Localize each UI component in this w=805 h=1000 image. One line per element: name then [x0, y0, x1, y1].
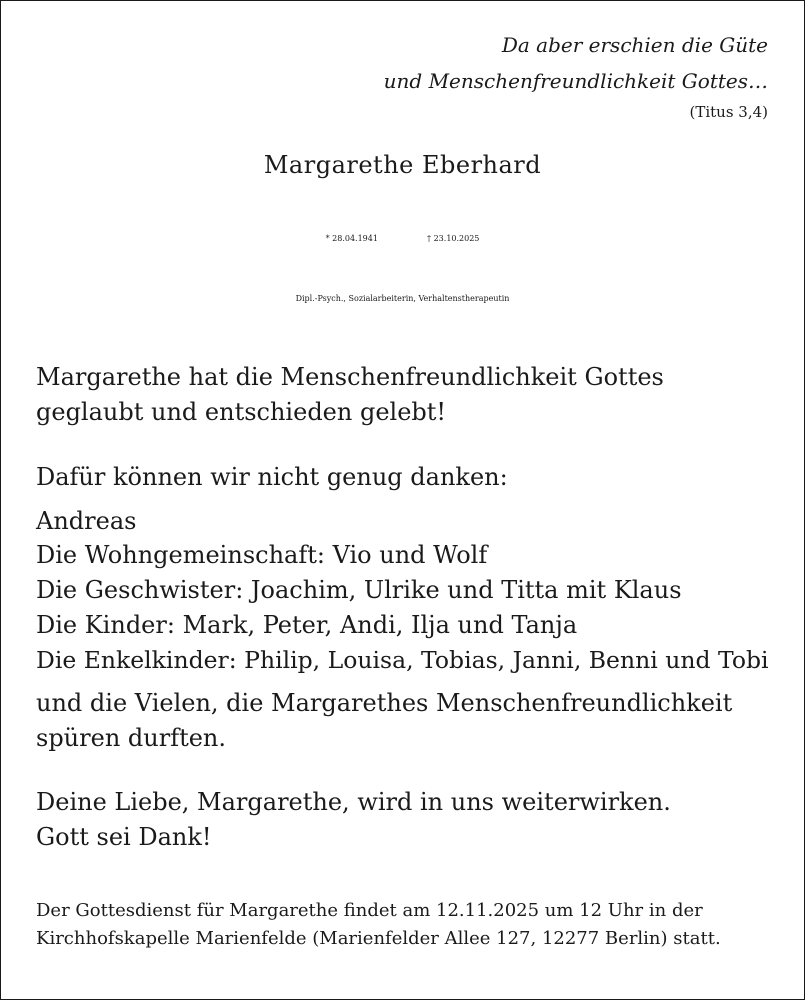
death-date: † 23.10.2025	[427, 234, 480, 243]
deceased-name: Margarethe Eberhard	[263, 151, 542, 179]
others-line: spüren durften.	[36, 724, 227, 752]
profession: Dipl.-Psych., Sozialarbeiterin, Verhaltenstherapeutin	[295, 294, 510, 303]
mourner-line: Andreas	[36, 507, 137, 535]
mourner-line: Die Geschwister: Joachim, Ulrike und Titta mit Klaus	[36, 576, 682, 604]
closing-line: Deine Liebe, Margarethe, wird in uns weiterwirken.	[36, 788, 671, 816]
bible-quote-line-2: und Menschenfreundlichkeit Gottes…	[383, 69, 768, 93]
service-info-line: Kirchhofskapelle Marienfelde (Marienfelder Allee 127, 12277 Berlin) statt.	[36, 928, 721, 949]
closing-line: Gott sei Dank!	[36, 823, 212, 851]
bible-quote-line-1: Da aber erschien die Güte	[501, 33, 768, 57]
others-line: und die Vielen, die Margarethes Menschenfreundlichkeit	[36, 689, 733, 717]
service-info-line: Der Gottesdienst für Margarethe findet am 12.11.2025 um 12 Uhr in der	[36, 900, 703, 921]
mourner-line: Die Wohngemeinschaft: Vio und Wolf	[36, 541, 488, 569]
intro-line: geglaubt und entschieden gelebt!	[36, 398, 447, 426]
intro-line: Margarethe hat die Menschenfreundlichkeit Gottes	[36, 363, 664, 391]
bible-reference: (Titus 3,4)	[689, 103, 768, 121]
thanks-heading: Dafür können wir nicht genug danken:	[36, 463, 508, 491]
mourner-line: Die Enkelkinder: Philip, Louisa, Tobias, Janni, Benni und Tobi	[36, 646, 769, 674]
life-dates	[1, 234, 804, 243]
birth-date: * 28.04.1941	[325, 234, 378, 243]
mourner-line: Die Kinder: Mark, Peter, Andi, Ilja und Tanja	[36, 611, 578, 639]
